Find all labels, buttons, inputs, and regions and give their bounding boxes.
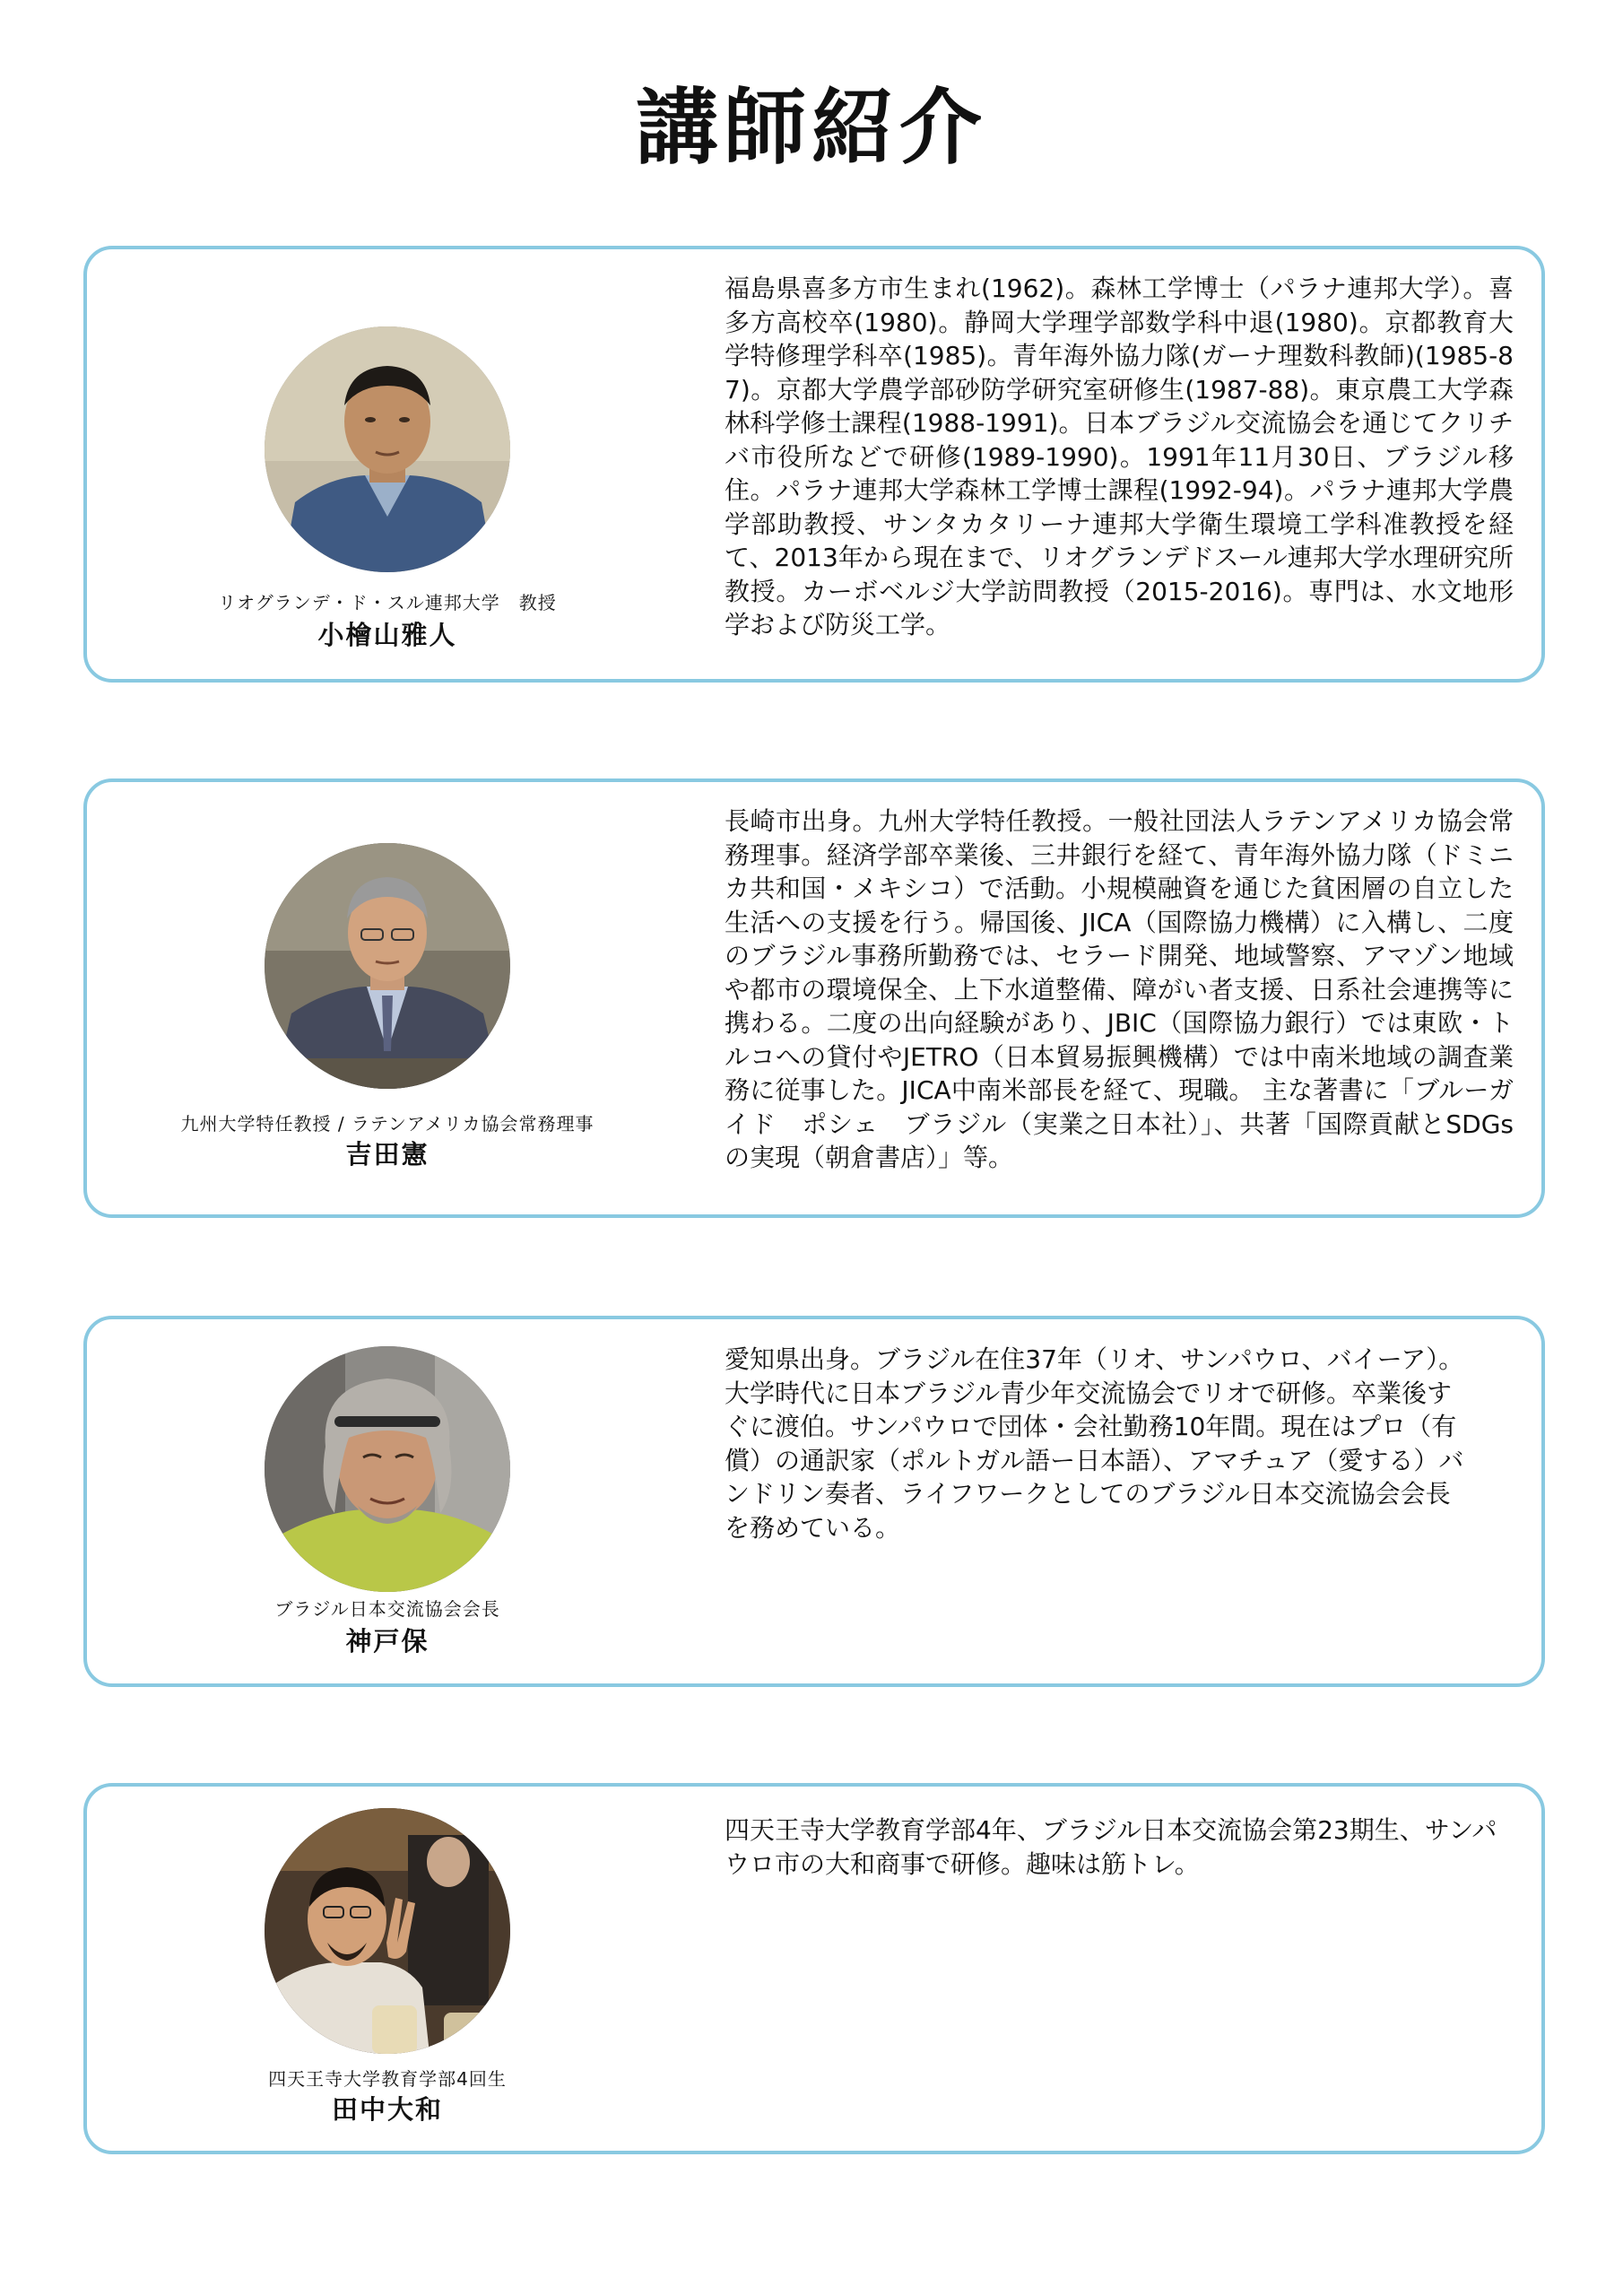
lecturer-card: [83, 778, 1545, 1218]
lecturer-photo: [265, 1808, 510, 2054]
lecturer-card: [83, 246, 1545, 683]
lecturer-bio: 長崎市出身。九州大学特任教授。一般社団法人ラテンアメリカ協会常務理事。経済学部卒業後、三井銀行を経て、青年海外協力隊（ドミニカ共和国・メキシコ）で活動。小規模融資を通じた貧困層の自立した生活への支援を行う。帰国後、JICA（国際協力機構）に入構し、二度のブラジル事務所勤務では、セラード開発、地域警察、アマゾン地域や都市の環境保全、上下水道整備、障がい者支援、日系社会連携等に携わる。二度の出向経験があり、JBIC（国際協力銀行）では東欧・トルコへの貸付やJETRO（日本貿易振興機構）では中南米地域の調査業務に従事した。JICA中南米部長を経て、現職。 主な著書に「ブルーガイド ポシェ ブラジル（実業之日本社）」、共著「国際貢献とSDGsの実現（朝倉書店）」等。: [725, 806, 1514, 1172]
lecturer-affiliation: 四天王寺大学教育学部4回生: [268, 2068, 507, 2090]
lecturer-name: 神戸保: [345, 1626, 430, 1657]
lecturer-affiliation: 九州大学特任教授 / ラテンアメリカ協会常務理事: [180, 1113, 595, 1135]
lecturer-bio: 愛知県出身。ブラジル在住37年（リオ、サンパウロ、バイーア）。大学時代に日本ブラジル青少年交流協会でリオで研修。卒業後すぐに渡伯。サンパウロで団体・会社勤務10年間。現在はプロ（有償）の通訳家（ポルトガル語ー日本語）、アマチュア（愛する）バンドリン奏者、ライフワークとしてのブラジル日本交流協会会長を務めている。: [725, 1344, 1464, 1543]
lecturer-photo: [265, 1346, 510, 1592]
lecturer-name: 吉田憲: [345, 1139, 430, 1170]
lecturer-name: 田中大和: [331, 2094, 443, 2125]
lecturer-profile: [87, 782, 688, 1214]
lecturer-profile: [87, 1319, 688, 1683]
lecturer-photo: [265, 326, 510, 572]
lecturer-photo: [265, 843, 510, 1089]
lecturer-bio: 四天王寺大学教育学部4年、ブラジル日本交流協会第23期生、サンパウロ市の大和商事で研修。趣味は筋トレ。: [725, 1815, 1497, 1879]
lecturer-profile: [87, 1787, 688, 2151]
lecturer-affiliation: リオグランデ・ド・スル連邦大学 教授: [218, 592, 557, 613]
lecturer-bio: 福島県喜多方市生まれ(1962)。森林工学博士（パラナ連邦大学）。喜多方高校卒(1980)。静岡大学理学部数学科中退(1980)。京都教育大学特修理学科卒(1985)。青年海外協力隊(ガーナ理数科教師)(1985-87)。京都大学農学部砂防学研究室研修生(1987-88)。東京農工大学森林科学修士課程(1988-1991)。日本ブラジル交流協会を通じてクリチバ市役所などで研修(1989-1990)。1991年11月30日、ブラジル移住。パラナ連邦大学森林工学博士課程(1992-94)。パラナ連邦大学農学部助教授、サンタカタリーナ連邦大学衛生環境工学科准教授を経て、2013年から現在まで、リオグランデドスール連邦大学水理研究所教授。カーボベルジ大学訪問教授（2015-2016)。専門は、水文地形学および防災工学。: [725, 274, 1514, 639]
lecturer-card: [83, 1783, 1545, 2154]
lecturer-affiliation: ブラジル日本交流協会会長: [274, 1598, 500, 1620]
lecturer-profile: [87, 249, 688, 679]
page-title: 講師紹介: [635, 80, 987, 176]
lecturer-card: [83, 1316, 1545, 1687]
lecturer-name: 小檜山雅人: [317, 620, 457, 650]
